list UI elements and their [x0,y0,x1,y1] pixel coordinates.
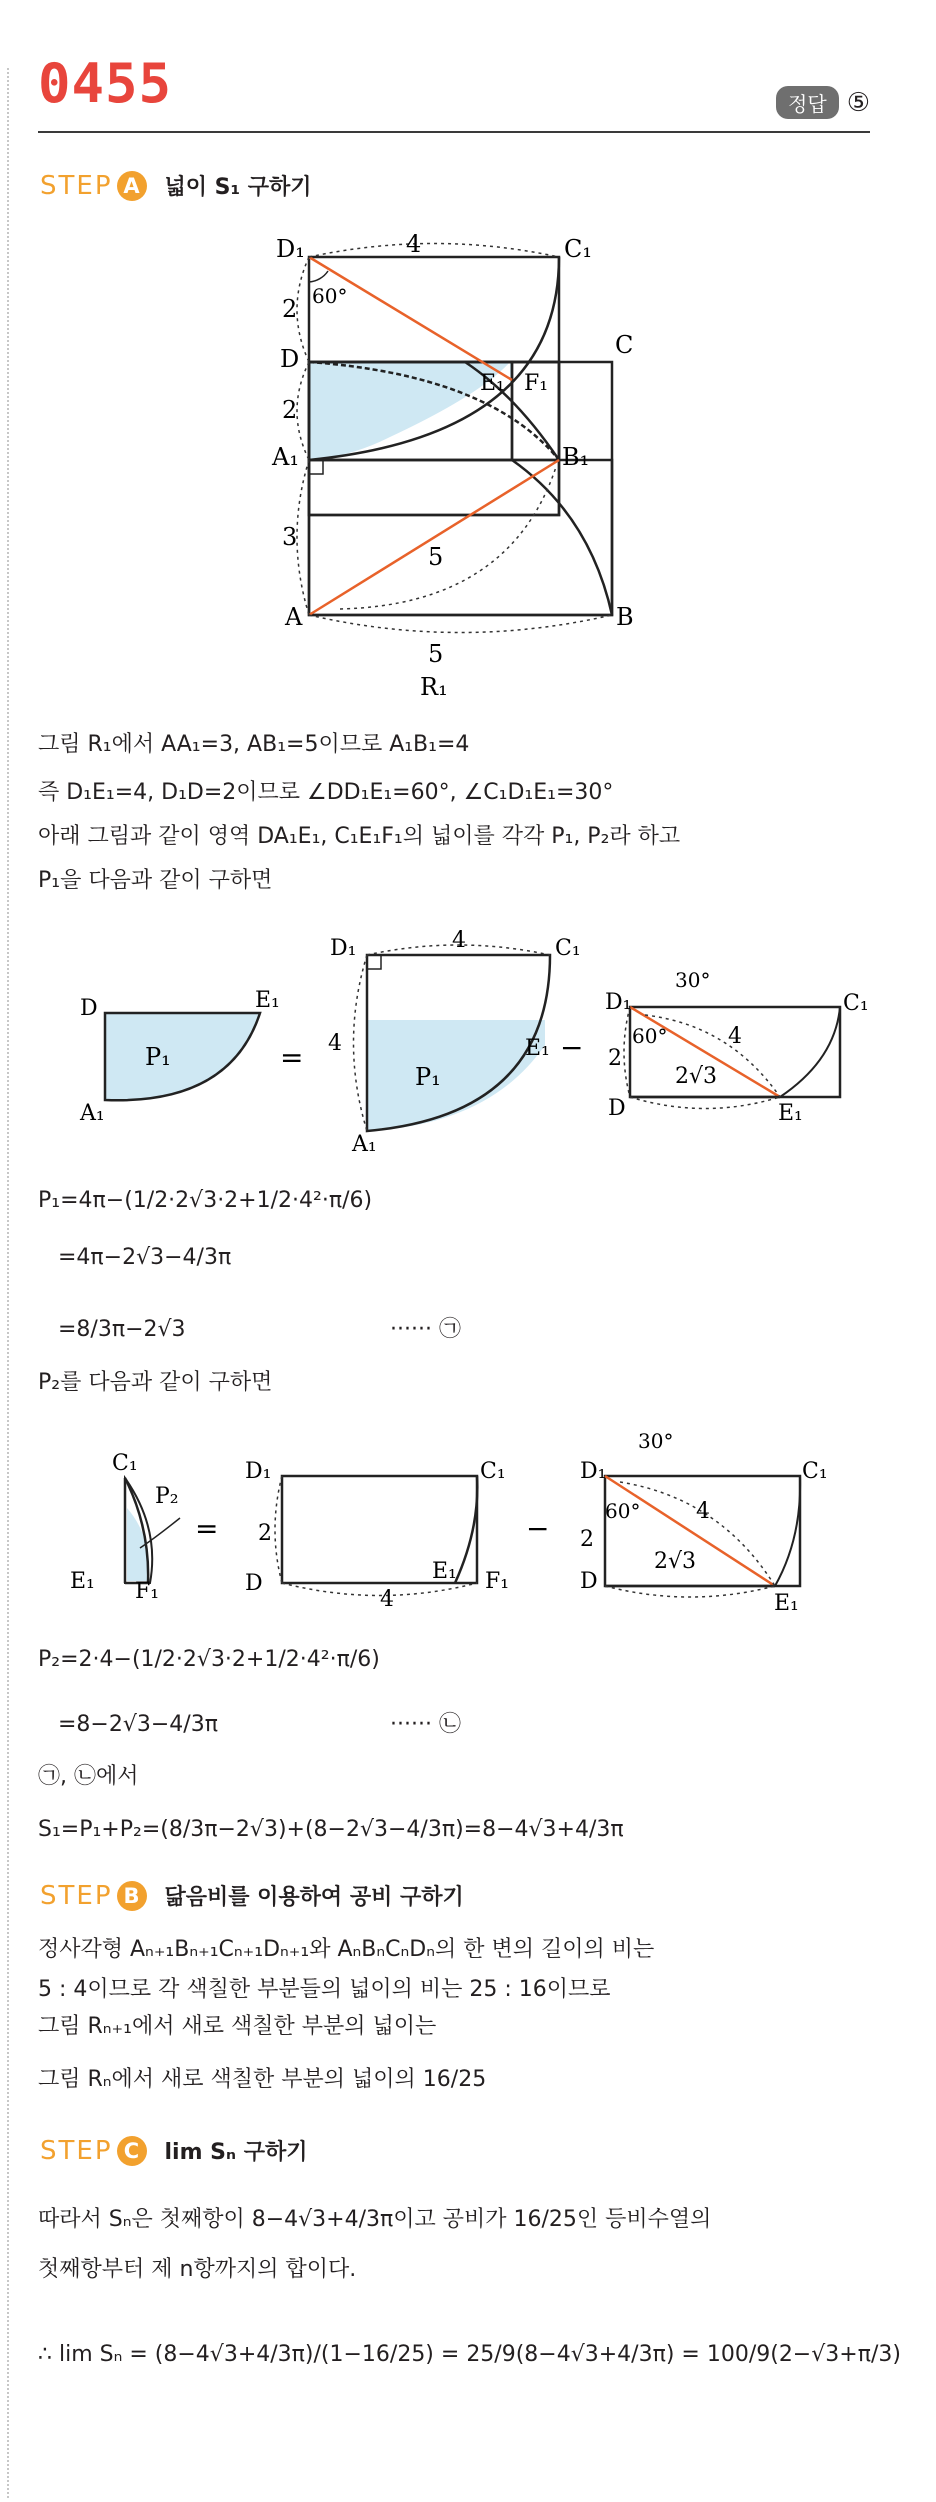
label-e1: E₁ [480,371,505,396]
angle-label: 60° [312,284,348,308]
label-b: B [616,603,634,631]
b-line-2: 5 : 4이므로 각 색칠한 부분들의 넓이의 비는 25 : 16이므로 [38,1977,611,2002]
p1-eq: = [280,1041,304,1074]
step-letter: A [117,171,147,201]
p1-calc-1: P₁=4π−(1/2·2√3·2+1/2·4²·π/6) [38,1188,373,1213]
label-a1: A₁ [272,443,299,471]
p1-minus: − [560,1031,584,1064]
step-b-heading [40,1880,464,1911]
p1-label-p1: P₁ [145,1043,171,1071]
p1-sub-4: 4 [728,1024,742,1049]
step-letter: B [117,1881,147,1911]
text-line-2: 즉 D₁E₁=4, D₁D=2이므로 ∠DD₁E₁=60°, ∠C₁D₁E₁=30° [38,780,614,805]
label-a: A [285,603,303,631]
p2-eq: = [195,1512,219,1545]
b-line-3: 그림 Rₙ₊₁에서 새로 색칠한 부분의 넓이는 [38,2014,437,2039]
header-rule [38,131,870,133]
p1-sub-d: D [608,1096,626,1121]
dim-diag: 5 [428,543,444,571]
figure-r1 [260,225,660,710]
p2-label-d: D [245,1571,263,1596]
p2-sub-4: 4 [696,1499,710,1524]
s1-result: S₁=P₁+P₂=(8/3π−2√3)+(8−2√3−4/3π)=8−4√3+4/3π [38,1817,624,1842]
p2-label-d1: D₁ [245,1459,272,1484]
p2-sub-d: D [580,1569,598,1594]
p1-sub-d1: D₁ [605,990,632,1015]
dim-a1a: 3 [282,523,298,551]
step-letter: C [117,2136,147,2166]
dim-ab: 5 [428,640,444,668]
answer-value: ⑤ [846,87,870,118]
p2-sub-d1: D₁ [580,1459,607,1484]
step-word: STEP [40,170,113,201]
p1-four-top: 4 [452,928,466,953]
text-line-3: 아래 그림과 같이 영역 DA₁E₁, C₁E₁F₁의 넓이를 각각 P₁, P₂라 하고 [38,824,681,849]
text-line-6: ㉠, ㉡에서 [38,1764,139,1789]
c-line-2: 첫째항부터 제 n항까지의 합이다. [38,2257,357,2282]
p1-calc-3: =8/3π−2√3 [58,1317,186,1342]
p1-label-a1: A₁ [80,1101,105,1126]
step-title: lim Sₙ 구하기 [164,2140,308,2165]
p2-calc-1: P₂=2·4−(1/2·2√3·2+1/2·4²·π/6) [38,1647,380,1672]
figure-p1 [60,925,869,1165]
p2-label-f1: F₁ [135,1579,160,1604]
step-c-heading [40,2135,307,2166]
marker-1: ······ ㉠ [390,1317,461,1342]
p2-sub-60: 60° [605,1499,641,1523]
step-word: STEP [40,2135,113,2166]
step-a-heading [40,170,312,201]
p1-label-c1: C₁ [555,936,581,961]
c-line-3: ∴ lim Sₙ = (8−4√3+4/3π)/(1−16/25) = 25/9(8−4√3+4/3π) = 100/9(2−√3+π/3) [38,2342,901,2367]
p1-label-p1b: P₁ [415,1063,441,1091]
p1-four-left: 4 [328,1031,342,1056]
figure-p2 [60,1418,860,1618]
p2-minus: − [526,1512,550,1545]
figure-caption: R₁ [420,673,448,701]
dim-d1d: 2 [282,295,298,323]
p1-label-d1: D₁ [330,936,357,961]
label-c: C [615,331,634,359]
p2-sub-2: 2 [580,1527,594,1552]
p2-four: 4 [380,1587,394,1612]
p2-label-c1b: C₁ [480,1459,506,1484]
label-b1: B₁ [562,443,590,471]
p2-sub-c1: C₁ [802,1459,828,1484]
b-line-4: 그림 Rₙ에서 새로 색칠한 부분의 넓이의 16/25 [38,2067,487,2092]
text-line-4: P₁을 다음과 같이 구하면 [38,868,273,893]
dim-top: 4 [406,230,422,258]
p2-label-e1: E₁ [70,1569,95,1594]
label-f1: F₁ [524,371,549,396]
p1-sub-60: 60° [632,1024,668,1048]
p2-calc-2: =8−2√3−4/3π [58,1712,218,1737]
p1-label-e1b: E₁ [525,1036,550,1061]
step-word: STEP [40,1880,113,1911]
p1-calc-2: =4π−2√3−4/3π [58,1245,232,1270]
p2-label-e1b: E₁ [432,1559,457,1584]
p1-label-d: D [80,996,98,1021]
p2-sub-2root3: 2√3 [654,1549,697,1574]
p2-sub-30: 30° [638,1429,674,1453]
label-d1: D₁ [276,235,305,263]
p1-sub-2root3: 2√3 [675,1064,718,1089]
p2-label-f1b: F₁ [485,1569,510,1594]
p1-sub-2: 2 [608,1046,622,1071]
c-line-1: 따라서 Sₙ은 첫째항이 8−4√3+4/3π이고 공비가 16/25인 등비수열의 [38,2207,712,2232]
left-margin-dotted-line [7,68,9,2498]
text-line-1: 그림 R₁에서 AA₁=3, AB₁=5이므로 A₁B₁=4 [38,732,470,757]
p1-sub-c1: C₁ [843,991,869,1016]
label-d: D [280,345,300,373]
p2-two: 2 [258,1521,272,1546]
p1-sub-e1: E₁ [778,1101,803,1126]
answer-area [776,86,870,119]
step-title: 넓이 S₁ 구하기 [164,175,312,200]
p2-label-p2: P₂ [155,1484,179,1509]
problem-number: 0455 [38,52,173,115]
p1-label-a1b: A₁ [352,1132,377,1157]
dim-da1: 2 [282,396,298,424]
p1-label-e1: E₁ [255,988,280,1013]
p1-sub-30: 30° [675,968,711,992]
p2-sub-e1: E₁ [774,1591,799,1616]
text-line-5: P₂를 다음과 같이 구하면 [38,1370,273,1395]
step-title: 닮음비를 이용하여 공비 구하기 [164,1885,464,1910]
b-line-1: 정사각형 Aₙ₊₁Bₙ₊₁Cₙ₊₁Dₙ₊₁와 AₙBₙCₙDₙ의 한 변의 길이의 비는 [38,1937,655,1962]
p2-label-c1: C₁ [112,1451,138,1476]
label-c1: C₁ [564,235,592,263]
marker-2: ······ ㉡ [390,1712,461,1737]
answer-badge: 정답 [776,86,839,119]
